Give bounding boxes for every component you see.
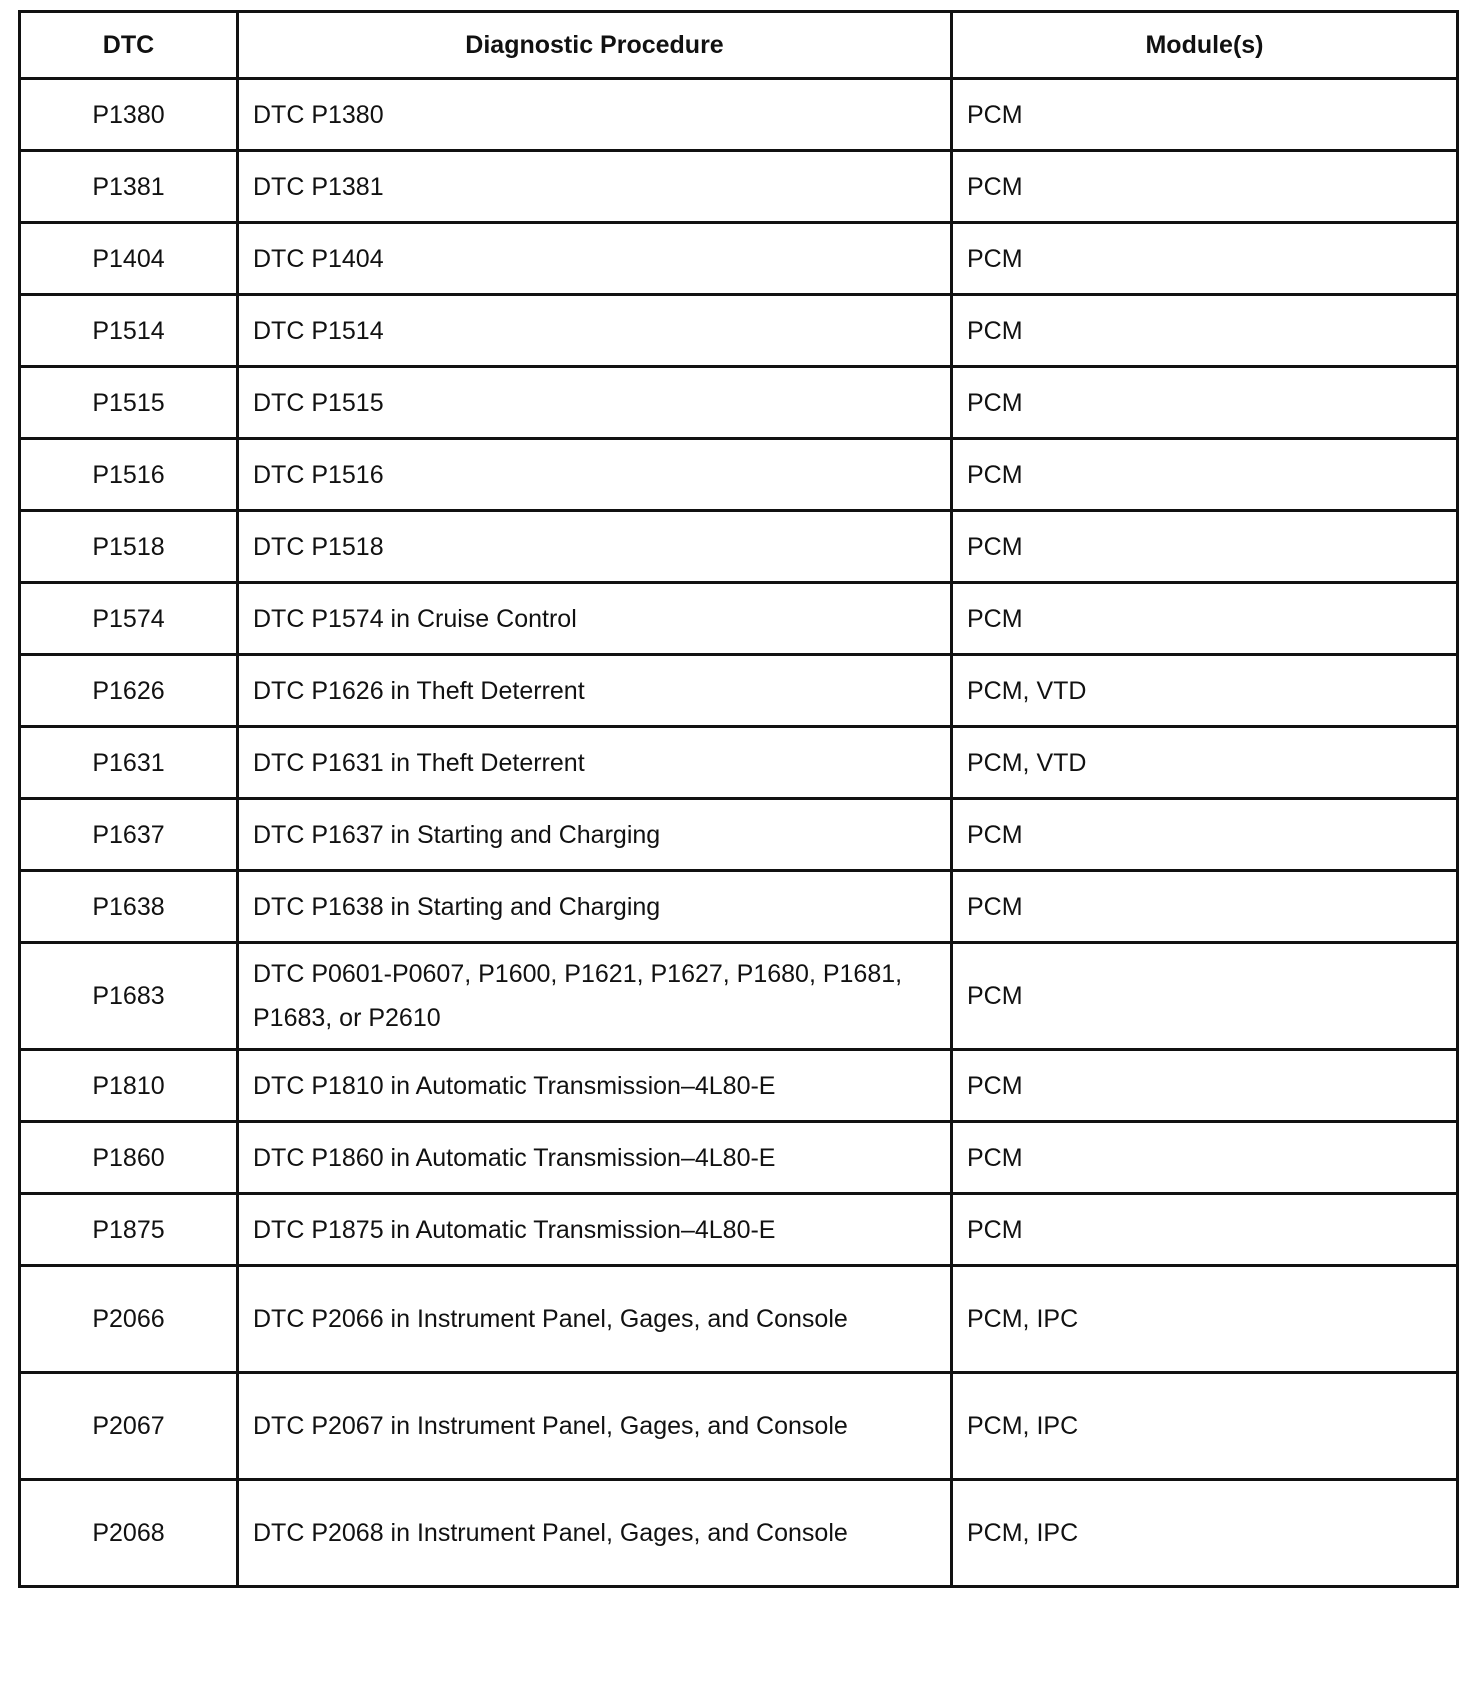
table-row xyxy=(20,151,1458,223)
dtc-code-cell: P1518 xyxy=(20,511,238,583)
modules-cell: PCM xyxy=(952,799,1458,871)
modules-cell: PCM xyxy=(952,151,1458,223)
procedure-cell: DTC P1516 xyxy=(238,439,952,511)
table-row xyxy=(20,943,1458,1050)
table-row xyxy=(20,1480,1458,1587)
header-modules: Module(s) xyxy=(952,12,1458,79)
procedure-cell: DTC P1631 in Theft Deterrent xyxy=(238,727,952,799)
dtc-code-cell: P1516 xyxy=(20,439,238,511)
table-row xyxy=(20,367,1458,439)
modules-cell: PCM xyxy=(952,511,1458,583)
procedure-cell: DTC P1638 in Starting and Charging xyxy=(238,871,952,943)
modules-cell: PCM xyxy=(952,871,1458,943)
modules-cell: PCM xyxy=(952,367,1458,439)
procedure-cell: DTC P0601-P0607, P1600, P1621, P1627, P1680, P1681, P1683, or P2610 xyxy=(238,943,952,1050)
table-row xyxy=(20,1266,1458,1373)
procedure-cell: DTC P1637 in Starting and Charging xyxy=(238,799,952,871)
procedure-cell: DTC P1515 xyxy=(238,367,952,439)
table-row xyxy=(20,583,1458,655)
dtc-code-cell: P1404 xyxy=(20,223,238,295)
table-row xyxy=(20,727,1458,799)
modules-cell: PCM, IPC xyxy=(952,1266,1458,1373)
procedure-cell: DTC P1514 xyxy=(238,295,952,367)
dtc-code-cell: P1683 xyxy=(20,943,238,1050)
procedure-cell: DTC P1626 in Theft Deterrent xyxy=(238,655,952,727)
table-row xyxy=(20,1122,1458,1194)
modules-cell: PCM xyxy=(952,1050,1458,1122)
table-row xyxy=(20,79,1458,151)
procedure-cell: DTC P1518 xyxy=(238,511,952,583)
dtc-code-cell: P1380 xyxy=(20,79,238,151)
modules-cell: PCM xyxy=(952,223,1458,295)
dtc-code-cell: P1514 xyxy=(20,295,238,367)
dtc-code-cell: P1381 xyxy=(20,151,238,223)
dtc-code-cell: P1860 xyxy=(20,1122,238,1194)
table-header-row xyxy=(20,12,1458,79)
modules-cell: PCM xyxy=(952,79,1458,151)
procedure-cell: DTC P1860 in Automatic Transmission–4L80-E xyxy=(238,1122,952,1194)
dtc-code-cell: P1631 xyxy=(20,727,238,799)
modules-cell: PCM xyxy=(952,439,1458,511)
table-row xyxy=(20,295,1458,367)
table-row xyxy=(20,1373,1458,1480)
procedure-cell: DTC P2067 in Instrument Panel, Gages, and Console xyxy=(238,1373,952,1480)
table-row xyxy=(20,799,1458,871)
table-row xyxy=(20,655,1458,727)
table-row xyxy=(20,511,1458,583)
table-row xyxy=(20,871,1458,943)
dtc-code-cell: P2066 xyxy=(20,1266,238,1373)
dtc-code-cell: P1637 xyxy=(20,799,238,871)
modules-cell: PCM, VTD xyxy=(952,727,1458,799)
procedure-cell: DTC P1380 xyxy=(238,79,952,151)
table-row xyxy=(20,223,1458,295)
modules-cell: PCM xyxy=(952,943,1458,1050)
procedure-cell: DTC P1875 in Automatic Transmission–4L80-E xyxy=(238,1194,952,1266)
procedure-cell: DTC P2068 in Instrument Panel, Gages, and Console xyxy=(238,1480,952,1587)
modules-cell: PCM, IPC xyxy=(952,1373,1458,1480)
dtc-code-cell: P2067 xyxy=(20,1373,238,1480)
modules-cell: PCM, IPC xyxy=(952,1480,1458,1587)
procedure-cell: DTC P2066 in Instrument Panel, Gages, and Console xyxy=(238,1266,952,1373)
header-diagnostic-procedure: Diagnostic Procedure xyxy=(238,12,952,79)
dtc-table xyxy=(18,10,1459,1588)
modules-cell: PCM xyxy=(952,1122,1458,1194)
procedure-cell: DTC P1574 in Cruise Control xyxy=(238,583,952,655)
dtc-code-cell: P2068 xyxy=(20,1480,238,1587)
dtc-code-cell: P1626 xyxy=(20,655,238,727)
table-row xyxy=(20,439,1458,511)
dtc-code-cell: P1638 xyxy=(20,871,238,943)
dtc-code-cell: P1515 xyxy=(20,367,238,439)
procedure-cell: DTC P1381 xyxy=(238,151,952,223)
modules-cell: PCM xyxy=(952,583,1458,655)
modules-cell: PCM xyxy=(952,295,1458,367)
modules-cell: PCM, VTD xyxy=(952,655,1458,727)
procedure-cell: DTC P1404 xyxy=(238,223,952,295)
table-row xyxy=(20,1194,1458,1266)
dtc-code-cell: P1875 xyxy=(20,1194,238,1266)
dtc-code-cell: P1810 xyxy=(20,1050,238,1122)
header-dtc: DTC xyxy=(20,12,238,79)
modules-cell: PCM xyxy=(952,1194,1458,1266)
procedure-cell: DTC P1810 in Automatic Transmission–4L80-E xyxy=(238,1050,952,1122)
table-row xyxy=(20,1050,1458,1122)
dtc-code-cell: P1574 xyxy=(20,583,238,655)
